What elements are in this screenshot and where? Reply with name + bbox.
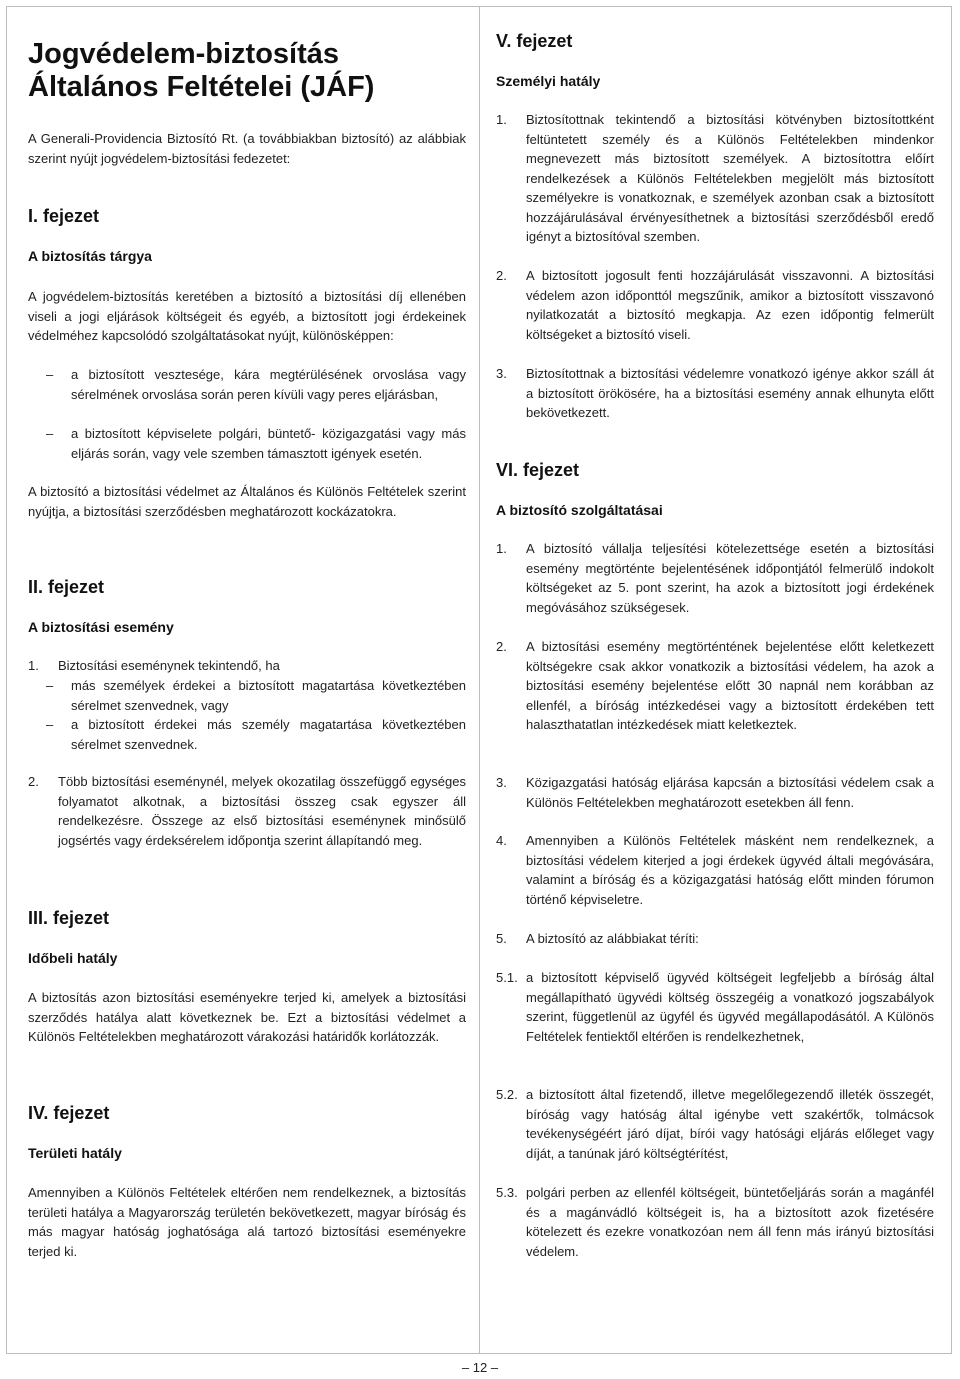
chapter-4-paragraph: Amennyiben a Különös Feltételek eltérően nem rendelkeznek, a biztosítás területi hatálya a Magyarország területén bekövetkezett, magyar bíróság és más magyar hatóság joghatósága alá tartozó biztosítási eseményekre terjed ki. [28,1185,466,1259]
intro-paragraph: A Generali-Providencia Biztosító Rt. (a továbbiakban biztosító) az alábbiak szerint nyújt jogvédelem-biztosítási fedezetet: [28,131,466,166]
chapter-6-item-5 [496,929,934,949]
chapter-6-item-2 [496,637,934,735]
chapter-6-item-5-3 [496,1183,934,1261]
item-number: 4. [496,833,507,848]
item-number: 5.2. [496,1087,518,1102]
chapter-6-subheading: A biztosító szolgáltatásai [496,502,663,518]
item-number: 2. [28,774,39,789]
item-number: 2. [496,268,507,283]
chapter-5-heading: V. fejezet [496,31,573,51]
chapter-3-subheading: Időbeli hatály [28,950,118,966]
chapter-5-item-3 [496,364,934,423]
item-text: A biztosított jogosult fenti hozzájárulását visszavonni. A biztosítási védelem azon időponttól megszűnik, amikor a biztosított visszavonó nyilatkozatát a biztosító megkapja. Az ezen időpontig felmerült költségeket a biztosító viseli. [526,268,934,342]
chapter-6-item-5-1 [496,968,934,1046]
chapter-6-item-5-2 [496,1085,934,1163]
item-text: A biztosítási esemény megtörténtének bejelentése előtt keletkezett költségekre csak akkor vonatkozik a biztosítási védelem, ha azok a biztosítási esemény bejelentése előtt 30 napnál nem korábban az ellenfél, a bíróság intézkedései vagy a biztosított érdekében tett halaszthatatlan intézkedések miatt keletkeztek. [526,639,934,732]
item-number: 2. [496,639,507,654]
chapter-3-heading: III. fejezet [28,908,110,928]
dash-text: a biztosított képviselete polgári, büntető- közigazgatási vagy más eljárás során, vagy vele szemben támasztott igények esetén. [71,426,466,461]
chapter-2-heading: II. fejezet [28,577,105,597]
chapter-6-heading: VI. fejezet [496,460,580,480]
item-text: A biztosító vállalja teljesítési kötelezettsége esetén a biztosítási esemény megtörténte bejelentésének időpontjától felmerülő indokolt költségeket az 5. pont szerint, ha azok a biztosított jogi érdekének megóvásához szükségesek. [526,541,934,615]
item-number: 1. [496,541,507,556]
chapter-4-subheading: Területi hatály [28,1145,122,1161]
item-number: 5.1. [496,970,518,985]
chapter-5-item-2 [496,266,934,344]
dash-bullet: – [46,678,54,693]
column-divider [479,6,480,1354]
chapter-1-heading: I. fejezet [28,206,100,226]
dash-text: a biztosított vesztesége, kára megtérülésének orvoslása vagy sérelmének orvoslása során peren kívüli vagy peres eljárásban, [71,367,466,402]
chapter-1-dash-item [28,365,466,404]
chapter-1-dash-item [28,424,466,463]
dash-text: a biztosított érdekei más személy magatartása következtében sérelmet szenvednek. [71,717,466,752]
chapter-4-heading: IV. fejezet [28,1103,110,1123]
dash-bullet: – [46,426,54,441]
item-text: a biztosított által fizetendő, illetve megelőlegezendő illeték összegét, bíróság vagy hatóság által igénybe vett szakértők, tolmácsok tevékenységéért járó díjat, bírói vagy hatósági eljárás előleget vagy díját, a tanúnak járó költségtérítést, [526,1087,934,1161]
chapter-1-paragraph: A jogvédelem-biztosítás keretében a biztosító a biztosítási díj ellenében viseli a jogi eljárások költségeit és egyéb, a biztosított jogi érdekeinek védelméhez kapcsolódó szolgáltatásokat nyújt, különösképpen: [28,289,466,343]
item-text: Biztosítottnak a biztosítási védelemre vonatkozó igénye akkor száll át a biztosított örökösére, ha a biztosítási esemény annak elhunyta előtt bekövetkezett. [526,366,934,420]
item-text: a biztosított képviselő ügyvéd költségeit legfeljebb a bíróság által megállapítható ügyvédi költség összegéig a vonatkozó jogszabályok szerint, függetlenül az ügyfél és ügyvéd megállapodásától. A Különös Feltételek fentiektől eltérően is rendelkezhetnek, [526,970,934,1044]
item-number: 3. [496,366,507,381]
item-number: 5.3. [496,1185,518,1200]
item-text: polgári perben az ellenfél költségeit, büntetőeljárás során a magánfél és a magánvádló költségeit is, ha a biztosított azok fizetésére kötelezett és ezekre vonatkozóan nem áll fenn más irányú biztosítási védelem. [526,1185,934,1259]
chapter-2-item-2 [28,772,466,850]
chapter-6-item-3 [496,773,934,812]
document-title: Jogvédelem-biztosítás Általános Feltételei (JÁF) [28,38,375,103]
item-text: Biztosítási eseménynek tekintendő, ha [58,658,280,673]
chapter-1-closing-paragraph: A biztosító a biztosítási védelmet az Általános és Különös Feltételek szerint nyújtja, a biztosítási szerződésben meghatározott kockázatokra. [28,484,466,519]
item-number: 5. [496,931,507,946]
item-text: Több biztosítási eseménynél, melyek okozatilag összefüggő egységes folyamatot alkotnak, a biztosítási összeg csak egyszer áll rendelkezésre. Összege az első biztosítási eseménynek minősülő jogsértés vagy érdeksérelem időpontja szerint állapítandó meg. [58,774,466,848]
chapter-2-subheading: A biztosítási esemény [28,619,174,635]
item-text: Biztosítottnak tekintendő a biztosítási kötvényben biztosítottként feltüntetett személy és a Különös Feltételekben mindenkor megnevezett más biztosított személyek. A biztosítottra előírt rendelkezések a Különös Feltételekben megjelölt más biztosított személyekre is vonatkoznak, e személyek azonban csak a biztosított hozzájárulásával érvényesíthetnek a biztosítási szerződésből eredő igényt a biztosítóval szemben. [526,112,934,244]
chapter-2-dash-item [28,715,466,754]
item-number: 3. [496,775,507,790]
item-text: Amennyiben a Különös Feltételek másként nem rendelkeznek, a biztosítási védelem kiterjed a jogi érdekek ügyvéd általi megóvására, valamint a bíróság és a közigazgatási hatóság előtt minden fórumon történő képviseletre. [526,833,934,907]
dash-bullet: – [46,717,54,732]
chapter-2-item-1 [28,656,466,676]
chapter-5-subheading: Személyi hatály [496,73,601,89]
item-number: 1. [28,658,39,673]
item-number: 1. [496,112,507,127]
chapter-6-item-4 [496,831,934,909]
chapter-3-paragraph: A biztosítás azon biztosítási eseményekre terjed ki, amelyek a biztosítási szerződés hatálya alatt következnek be. Ezt a biztosítási védelmet a Különös Feltételekben meghatározott várakozási határidők korlátozzák. [28,990,466,1044]
dash-bullet: – [46,367,54,382]
page-number: – 12 – [461,1360,499,1375]
dash-text: más személyek érdekei a biztosított magatartása következtében sérelmet szenvednek, vagy [71,678,466,713]
chapter-6-item-1 [496,539,934,617]
chapter-1-subheading: A biztosítás tárgya [28,248,152,264]
item-text: Közigazgatási hatóság eljárása kapcsán a biztosítási védelem csak a Különös Feltételekben meghatározott esetekben áll fenn. [526,775,934,810]
item-text: A biztosító az alábbiakat téríti: [526,931,699,946]
chapter-2-dash-item [28,676,466,715]
chapter-5-item-1 [496,110,934,247]
